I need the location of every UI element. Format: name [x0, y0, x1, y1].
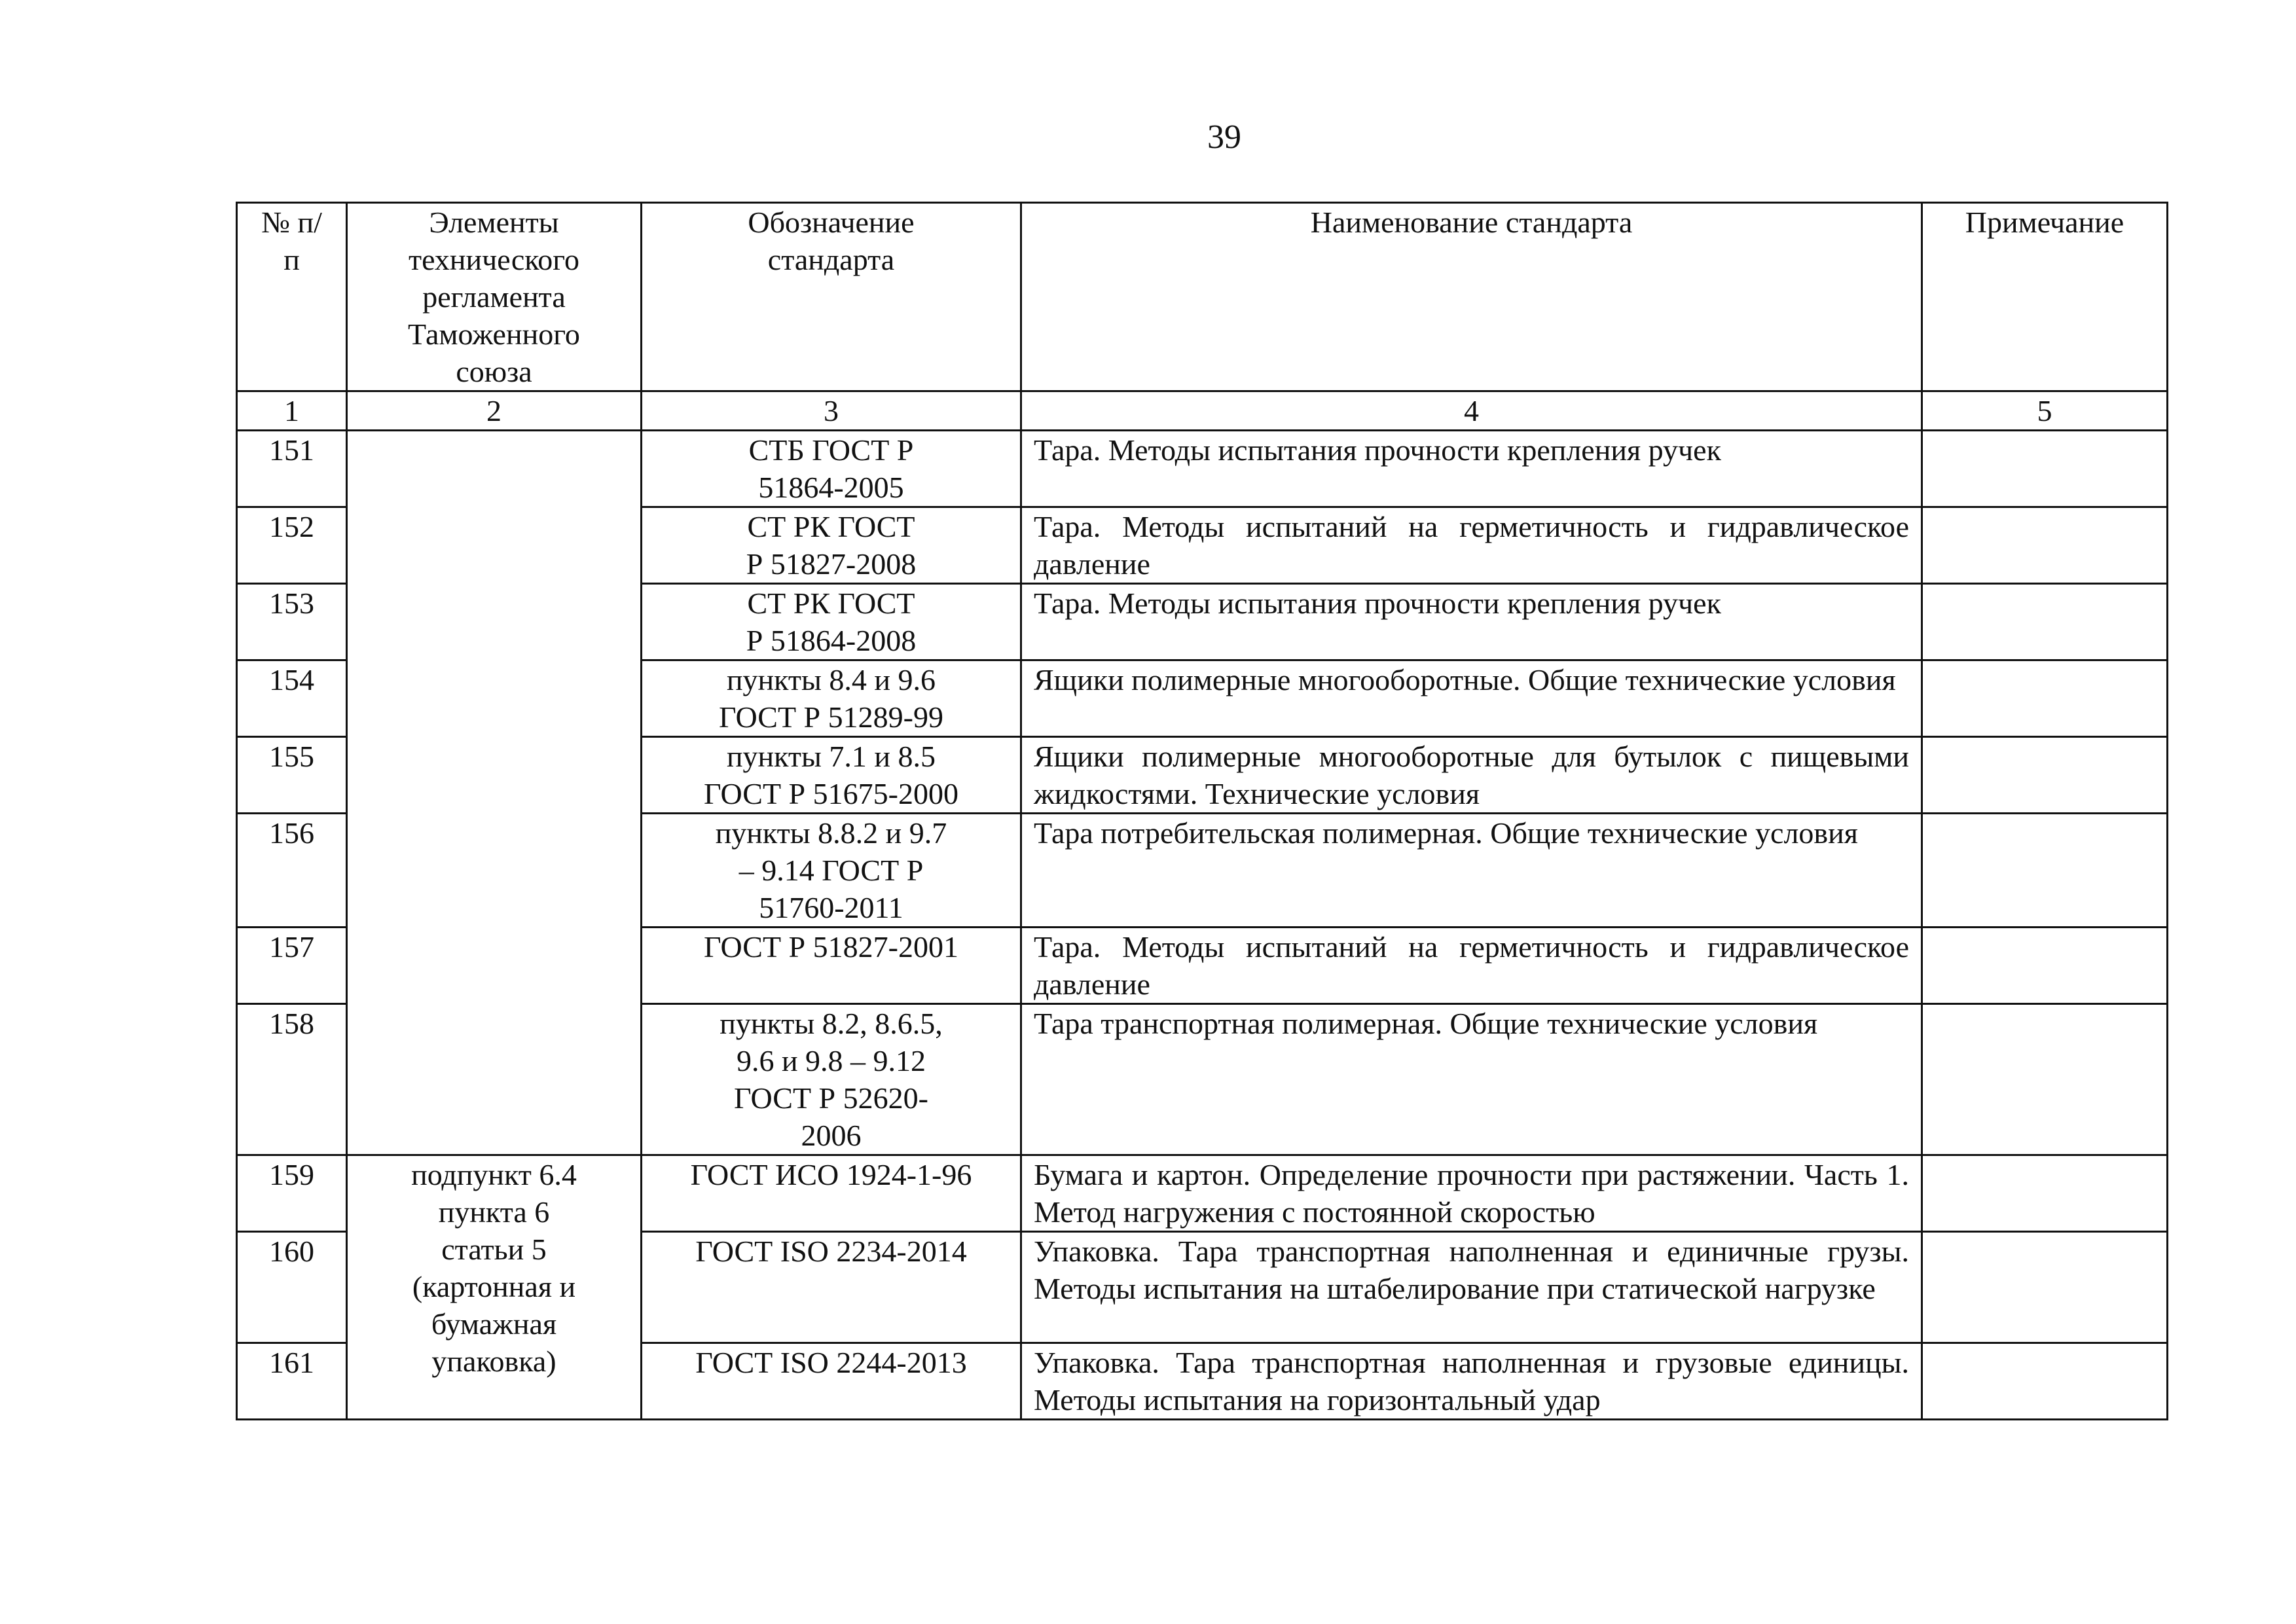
standard-name-cell: Тара. Методы испытания прочности крепления ручек — [1021, 584, 1922, 660]
column-number: 1 — [237, 391, 347, 431]
note-cell — [1922, 1004, 2168, 1155]
row-number: 157 — [237, 928, 347, 1004]
header-designation: Обозначение стандарта — [642, 203, 1021, 391]
designation-cell: ГОСТ ИСО 1924-1-96 — [642, 1155, 1021, 1232]
designation-cell: пункты 8.8.2 и 9.7 – 9.14 ГОСТ Р 51760-2011 — [642, 814, 1021, 928]
note-cell — [1922, 1343, 2168, 1420]
table-row — [237, 1155, 2168, 1232]
header-element: Элементы технического регламента Таможенного союза — [347, 203, 642, 391]
note-cell — [1922, 1232, 2168, 1343]
row-number: 154 — [237, 660, 347, 737]
standard-name-cell: Тара. Методы испытаний на герметичность и гидравлическое давление — [1021, 928, 1922, 1004]
note-cell — [1922, 1155, 2168, 1232]
column-number: 4 — [1021, 391, 1922, 431]
row-number: 156 — [237, 814, 347, 928]
standard-name-cell: Упаковка. Тара транспортная наполненная и единичные грузы. Методы испытания на штабелирование при статической нагрузке — [1021, 1232, 1922, 1343]
note-cell — [1922, 928, 2168, 1004]
column-number: 3 — [642, 391, 1021, 431]
designation-cell: пункты 8.4 и 9.6 ГОСТ Р 51289-99 — [642, 660, 1021, 737]
column-number: 2 — [347, 391, 642, 431]
row-number: 161 — [237, 1343, 347, 1420]
designation-cell: СТ РК ГОСТ Р 51864-2008 — [642, 584, 1021, 660]
table-header-row — [237, 203, 2168, 391]
designation-cell: СТБ ГОСТ Р 51864-2005 — [642, 431, 1021, 507]
standard-name-cell: Бумага и картон. Определение прочности при растяжении. Часть 1. Метод нагружения с постоянной скоростью — [1021, 1155, 1922, 1232]
designation-cell: пункты 7.1 и 8.5 ГОСТ Р 51675-2000 — [642, 737, 1021, 814]
row-number: 160 — [237, 1232, 347, 1343]
row-number: 159 — [237, 1155, 347, 1232]
element-cell: подпункт 6.4 пункта 6 статьи 5 (картонная и бумажная упаковка) — [347, 1155, 642, 1420]
designation-cell: ГОСТ ISO 2244-2013 — [642, 1343, 1021, 1420]
header-number: № п/п — [237, 203, 347, 391]
row-number: 155 — [237, 737, 347, 814]
standard-name-cell: Тара. Методы испытания прочности крепления ручек — [1021, 431, 1922, 507]
row-number: 153 — [237, 584, 347, 660]
column-number: 5 — [1922, 391, 2168, 431]
header-note: Примечание — [1922, 203, 2168, 391]
standard-name-cell: Упаковка. Тара транспортная наполненная и грузовые единицы. Методы испытания на горизонтальный удар — [1021, 1343, 1922, 1420]
standards-table — [236, 202, 2168, 1420]
row-number: 158 — [237, 1004, 347, 1155]
page-number: 39 — [1207, 118, 1241, 156]
note-cell — [1922, 737, 2168, 814]
standard-name-cell: Ящики полимерные многооборотные. Общие технические условия — [1021, 660, 1922, 737]
standard-name-cell: Тара потребительская полимерная. Общие технические условия — [1021, 814, 1922, 928]
note-cell — [1922, 507, 2168, 584]
designation-cell: пункты 8.2, 8.6.5, 9.6 и 9.8 – 9.12 ГОСТ Р 52620-2006 — [642, 1004, 1021, 1155]
standard-name-cell: Ящики полимерные многооборотные для бутылок с пищевыми жидкостями. Технические условия — [1021, 737, 1922, 814]
header-name: Наименование стандарта — [1021, 203, 1922, 391]
standard-name-cell: Тара. Методы испытаний на герметичность и гидравлическое давление — [1021, 507, 1922, 584]
element-cell — [347, 431, 642, 1155]
designation-cell: ГОСТ ISO 2234-2014 — [642, 1232, 1021, 1343]
designation-cell: СТ РК ГОСТ Р 51827-2008 — [642, 507, 1021, 584]
note-cell — [1922, 814, 2168, 928]
note-cell — [1922, 660, 2168, 737]
note-cell — [1922, 584, 2168, 660]
standard-name-cell: Тара транспортная полимерная. Общие технические условия — [1021, 1004, 1922, 1155]
row-number: 152 — [237, 507, 347, 584]
table-row — [237, 431, 2168, 507]
note-cell — [1922, 431, 2168, 507]
column-numbers-row — [237, 391, 2168, 431]
designation-cell: ГОСТ Р 51827-2001 — [642, 928, 1021, 1004]
row-number: 151 — [237, 431, 347, 507]
